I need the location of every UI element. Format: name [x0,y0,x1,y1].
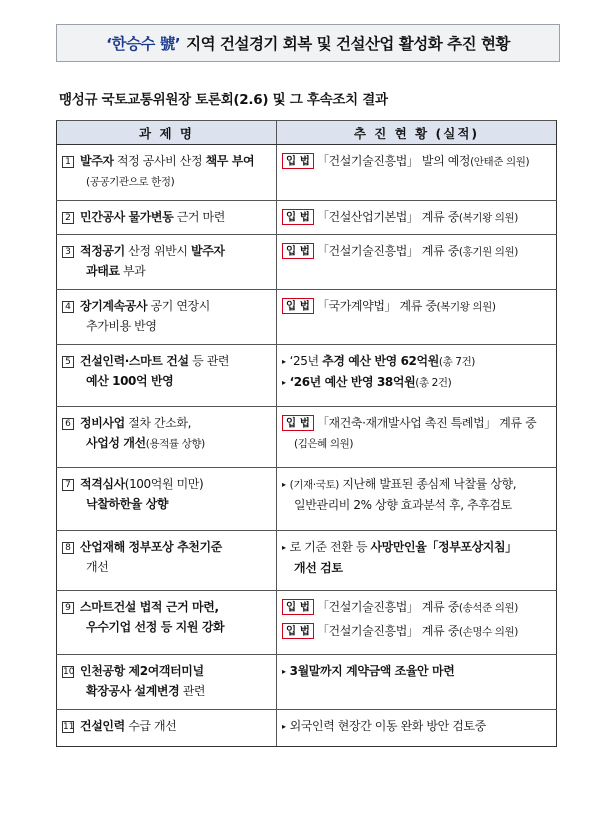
header-status: 추 진 현 황 (실적) [277,121,557,145]
task-text: 적정공기 [80,244,125,258]
status-line [282,474,552,495]
task-line [62,241,272,261]
item-number: 9 [62,602,74,614]
table-row [57,591,557,655]
item-number: 11 [63,722,75,732]
task-line [62,316,272,336]
table-row [57,235,557,290]
task-line [62,494,272,514]
bullet-triangle-icon: ▸ [282,667,286,676]
task-cell [57,345,277,407]
status-text: 로 기준 전환 등 [289,540,371,554]
status-text: 「건설산업기본법」 계류 중 [316,210,459,224]
task-text: 발주자 [191,244,225,258]
legislation-badge: 입 법 [282,209,314,225]
table-header-row [57,121,557,145]
item-number: 6 [62,418,74,430]
status-text: 추경 예산 반영 62억원 [322,354,439,368]
task-text: 정비사업 [80,416,125,430]
task-text: 수급 개선 [124,719,177,733]
task-cell [57,531,277,591]
task-text: 부과 [119,264,146,278]
task-cell [57,290,277,345]
status-cell [277,468,557,531]
status-text: 「국가계약법」 계류 중 [316,299,437,313]
status-cell [277,710,557,747]
legislation-badge: 입 법 [282,599,314,615]
item-number: 3 [62,246,74,258]
status-line [282,495,552,515]
status-line [282,597,552,618]
status-note: (송석준 의원) [458,602,518,614]
task-text: 적정 공사비 산정 [113,154,206,168]
task-text: 절차 간소화, [124,416,191,430]
status-line [282,661,552,682]
task-cell [57,655,277,710]
status-text: 사망만인율 [370,540,427,554]
task-line [62,151,272,171]
legislation-badge: 입 법 [282,243,314,259]
status-text: 「재건축·재개발사업 촉진 특례법」 계류 중 [316,416,537,430]
status-cell [277,201,557,235]
status-line [282,296,552,317]
table-row [57,201,557,235]
task-text: 예산 100억 반영 [86,374,174,388]
status-text: 일반관리비 2% 상향 효과분석 후, 추후검토 [294,498,512,512]
task-text: 산업재해 정부포상 추천기준 [80,540,222,554]
status-text: 「건설기술진흥법」 계류 중 [316,600,459,614]
status-text: 「건설기술진흥법」 발의 예정 [316,154,471,168]
status-text: ‘25년 [289,354,323,368]
item-number: 8 [62,542,74,554]
task-line [62,474,272,494]
task-text: 개선 [86,560,109,574]
task-cell [57,710,277,747]
table-row [57,290,557,345]
table-row [57,710,557,747]
status-cell [277,145,557,201]
status-cell [277,235,557,290]
task-cell [57,407,277,468]
status-note: (총 2건) [415,377,452,389]
item-number: 4 [62,301,74,313]
status-line [282,151,552,172]
status-note: (김은혜 의원) [294,438,354,450]
task-text: 장기계속공사 [80,299,148,313]
task-text: 인천공항 제2여객터미널 [80,664,204,678]
task-line [62,171,272,192]
status-note: (홍기원 의원) [458,246,518,258]
task-text: 등 관련 [188,354,230,368]
status-line [282,207,552,228]
task-text: 산정 위반시 [124,244,191,258]
bullet-triangle-icon: ▸ [282,480,286,489]
status-table [56,120,557,747]
status-line [282,537,552,558]
task-line [62,413,272,433]
subtitle: 맹성규 국토교통위원장 토론회(2.6) 및 그 후속조치 결과 [59,92,388,108]
status-text: 「건설기술진흥법」 계류 중 [316,244,459,258]
status-cell [277,407,557,468]
item-number: 1 [62,156,74,168]
status-text: 3월말까지 계약금액 조율안 마련 [289,664,455,678]
task-text: 공기 연장시 [147,299,210,313]
item-number: 5 [62,356,74,368]
status-text: ‘26년 예산 반영 38억원 [289,375,416,389]
status-note: (기재·국토) [289,479,339,491]
item-number: 2 [62,212,74,224]
task-note: (용적률 상향) [145,438,205,450]
task-line [62,617,272,637]
header-task: 과 제 명 [57,121,277,145]
task-text: 우수기업 선정 등 지원 강화 [86,620,225,634]
task-text: 민간공사 물가변동 [80,210,174,224]
item-number: 10 [63,667,75,677]
task-line [62,716,272,736]
task-text: 사업성 개선 [86,436,146,450]
status-line [282,716,552,737]
status-line [282,351,552,372]
task-text: 스마트건설 법적 근거 마련, [80,600,219,614]
task-text: 근거 마련 [173,210,225,224]
table-row [57,531,557,591]
item-number: 7 [62,479,74,491]
task-cell [57,201,277,235]
task-line [62,537,272,557]
status-text: 개선 검토 [294,561,343,575]
status-text: 외국인력 현장간 이동 완화 방안 검토중 [289,719,486,733]
bullet-triangle-icon: ▸ [282,378,286,387]
task-line [62,557,272,577]
task-note: (공공기관으로 한정) [86,176,175,188]
status-note: (복기왕 의원) [458,212,518,224]
bullet-triangle-icon: ▸ [282,543,286,552]
status-line [282,413,552,433]
task-text: 적격심사 [80,477,125,491]
status-note: (복기왕 의원) [436,301,496,313]
task-text: 발주자 [80,154,114,168]
table-row [57,468,557,531]
task-line [62,661,272,681]
status-line [282,241,552,262]
status-note: (총 7건) [438,356,476,368]
task-text: 건설인력 [80,719,125,733]
task-text: 책무 부여 [205,154,255,168]
task-cell [57,145,277,201]
status-cell [277,531,557,591]
task-text: 건설인력·스마트 건설 [80,354,189,368]
page-title [56,24,560,62]
status-note: (손명수 의원) [458,626,518,638]
status-line [282,558,552,578]
table-row [57,655,557,710]
task-text: 과태료 [86,264,120,278]
task-line [62,207,272,227]
task-cell [57,591,277,655]
task-line [62,681,272,701]
bullet-triangle-icon: ▸ [282,357,286,366]
status-line [282,621,552,642]
bullet-triangle-icon: ▸ [282,722,286,731]
title-text: 지역 건설경기 회복 및 건설산업 활성화 추진 현황 [186,35,510,53]
task-text: 추가비용 반영 [86,319,157,333]
status-text: 「정부포상지침」 [426,540,517,554]
task-cell [57,468,277,531]
status-note: (안태준 의원) [470,156,530,168]
task-line [62,371,272,391]
task-line [62,597,272,617]
task-text: (100억원 미만) [124,477,204,491]
legislation-badge: 입 법 [282,623,314,639]
status-text: 지난해 발표된 종심제 낙찰률 상향, [338,477,517,491]
status-line [282,372,552,393]
task-line [62,261,272,281]
title-brand: ‘한승수 號’ [106,35,181,53]
task-line [62,296,272,316]
task-line [62,433,272,454]
legislation-badge: 입 법 [282,298,314,314]
task-text: 관련 [179,684,206,698]
task-text: 확장공사 설계변경 [86,684,180,698]
task-cell [57,235,277,290]
status-cell [277,290,557,345]
status-cell [277,345,557,407]
task-line [62,351,272,371]
task-text: 낙찰하한율 상향 [86,497,169,511]
table-row [57,345,557,407]
table-row [57,407,557,468]
legislation-badge: 입 법 [282,153,314,169]
status-text: 「건설기술진흥법」 계류 중 [316,624,459,638]
legislation-badge: 입 법 [282,415,314,431]
table-row [57,145,557,201]
status-cell [277,591,557,655]
status-cell [277,655,557,710]
status-line [282,433,552,454]
